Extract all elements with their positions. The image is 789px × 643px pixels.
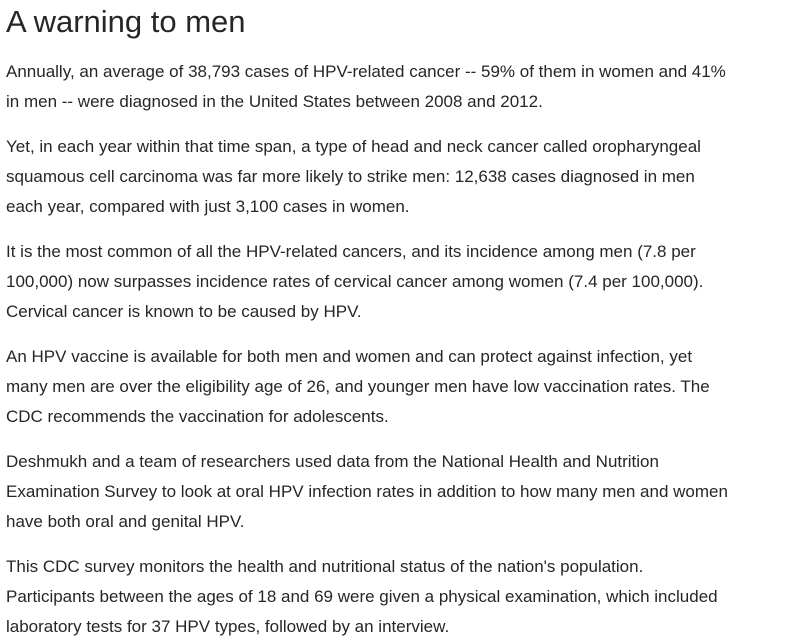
paragraph-line: It is the most common of all the HPV-related cancers, and its incidence among men (7.8 per — [6, 242, 696, 261]
paragraph-line: many men are over the eligibility age of 26, and younger men have low vaccination rates. The — [6, 377, 710, 396]
paragraph-line: Examination Survey to look at oral HPV infection rates in addition to how many men and women — [6, 482, 728, 501]
paragraph-line: laboratory tests for 37 HPV types, followed by an interview. — [6, 617, 450, 636]
paragraph-oropharyngeal — [6, 132, 701, 222]
paragraph-line: each year, compared with just 3,100 cases in women. — [6, 197, 410, 216]
paragraph-line: have both oral and genital HPV. — [6, 512, 245, 531]
paragraph-line: CDC recommends the vaccination for adolescents. — [6, 407, 389, 426]
article-body — [6, 0, 786, 636]
paragraph-line: Deshmukh and a team of researchers used data from the National Health and Nutrition — [6, 452, 659, 471]
paragraph-line: Cervical cancer is known to be caused by HPV. — [6, 302, 362, 321]
paragraph-cdc-survey — [6, 552, 718, 642]
paragraph-line: Annually, an average of 38,793 cases of HPV-related cancer -- 59% of them in women and 41% — [6, 62, 726, 81]
paragraph-line: Yet, in each year within that time span, a type of head and neck cancer called oropharyngeal — [6, 137, 701, 156]
paragraph-line: An HPV vaccine is available for both men and women and can protect against infection, yet — [6, 347, 693, 366]
paragraph-line: Participants between the ages of 18 and 69 were given a physical examination, which included — [6, 587, 718, 606]
paragraph-line: 100,000) now surpasses incidence rates of cervical cancer among women (7.4 per 100,000). — [6, 272, 704, 291]
paragraph-line: This CDC survey monitors the health and nutritional status of the nation's population. — [6, 557, 644, 576]
section-headline: A warning to men — [6, 4, 246, 39]
paragraph-incidence — [6, 237, 703, 327]
paragraph-line: in men -- were diagnosed in the United States between 2008 and 2012. — [6, 92, 543, 111]
paragraph-researchers — [6, 447, 728, 537]
paragraph-hpv-cases — [6, 57, 726, 117]
paragraph-vaccine — [6, 342, 710, 432]
paragraph-line: squamous cell carcinoma was far more likely to strike men: 12,638 cases diagnosed in men — [6, 167, 695, 186]
